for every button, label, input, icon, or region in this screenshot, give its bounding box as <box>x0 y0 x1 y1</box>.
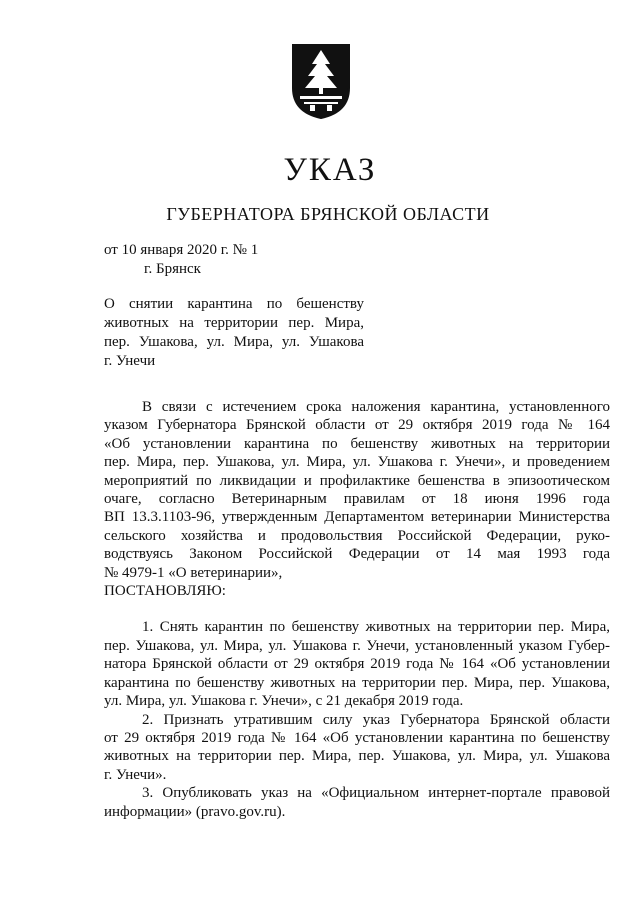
item-line: животных на территории пер. Мира, пер. Ушакова, ул. Мира, ул. Ушакова <box>104 748 610 765</box>
subject-line: О снятии карантина по бешенству <box>104 296 364 312</box>
list-item <box>104 784 610 821</box>
item-line: г. Унечи». <box>104 766 167 783</box>
document-meta <box>104 241 258 279</box>
list-item <box>104 618 610 710</box>
item-line: натора Брянской области от 29 октября 2019 года № 164 «Об установлении <box>104 656 610 673</box>
preamble-line: № 4979-1 «О ветеринарии», <box>104 564 283 581</box>
item-line: 2. Признать утратившим силу указ Губернатора Брянской области <box>142 711 610 728</box>
preamble-line: В связи с истечением срока наложения карантина, установленного <box>142 399 610 415</box>
document-title: УКАЗ <box>283 152 377 188</box>
item-line: карантина по бешенству животных на территории пер. Мира, пер. Ушакова, <box>104 674 610 691</box>
item-line: информации» (pravo.gov.ru). <box>104 803 286 820</box>
decree-word: ПОСТАНОВЛЯЮ: <box>104 583 226 600</box>
document-subject <box>104 295 364 371</box>
subject-line: г. Унечи <box>104 353 156 369</box>
item-line: пер. Ушакова, ул. Мира, ул. Ушакова г. Унечи, установленный указом Губер- <box>104 637 610 654</box>
preamble-line: мероприятий по ликвидации и профилактике бешенства в эпизоотическом <box>104 472 610 489</box>
item-line: 1. Снять карантин по бешенству животных на территории пер. Мира, <box>142 619 610 636</box>
item-line: от 29 октября 2019 года № 164 «Об установлении карантина по бешенству <box>104 729 610 746</box>
document-subtitle: ГУБЕРНАТОРА БРЯНСКОЙ ОБЛАСТИ <box>166 204 490 224</box>
preamble-paragraph <box>104 398 610 600</box>
preamble-line: ВП 13.3.1103-96, утвержденным Департаментом ветеринарии Министерства <box>104 509 610 526</box>
item-line: 3. Опубликовать указ на «Официальном интернет-портале правовой <box>142 785 610 802</box>
date-number-line: от 10 января 2020 г. № 1 <box>104 242 259 258</box>
preamble-line: водствуясь Законом Российской Федерации от 14 мая 1993 года <box>104 546 610 563</box>
list-item <box>104 711 610 785</box>
document-body <box>104 398 610 821</box>
preamble-line: «Об установлении карантина по бешенству животных на территории <box>104 435 610 452</box>
city-line: г. Брянск <box>144 261 201 277</box>
preamble-line: сельского хозяйства и продовольствия Российской Федерации, руко- <box>104 527 610 544</box>
preamble-line: очаге, согласно Ветеринарным правилам от 18 июня 1996 года <box>104 491 610 508</box>
subject-line: пер. Ушакова, ул. Мира, ул. Ушакова <box>104 334 364 350</box>
subject-line: животных на территории пер. Мира, <box>104 315 364 331</box>
preamble-line: указом Губернатора Брянской области от 29 октября 2019 года № 164 <box>104 417 610 434</box>
preamble-line: пер. Мира, пер. Ушакова, ул. Мира, ул. Ушакова г. Унечи», и проведением <box>104 454 610 471</box>
item-line: ул. Мира, ул. Ушакова г. Унечи», с 21 декабря 2019 года. <box>104 693 464 710</box>
coat-of-arms-emblem <box>290 42 352 120</box>
